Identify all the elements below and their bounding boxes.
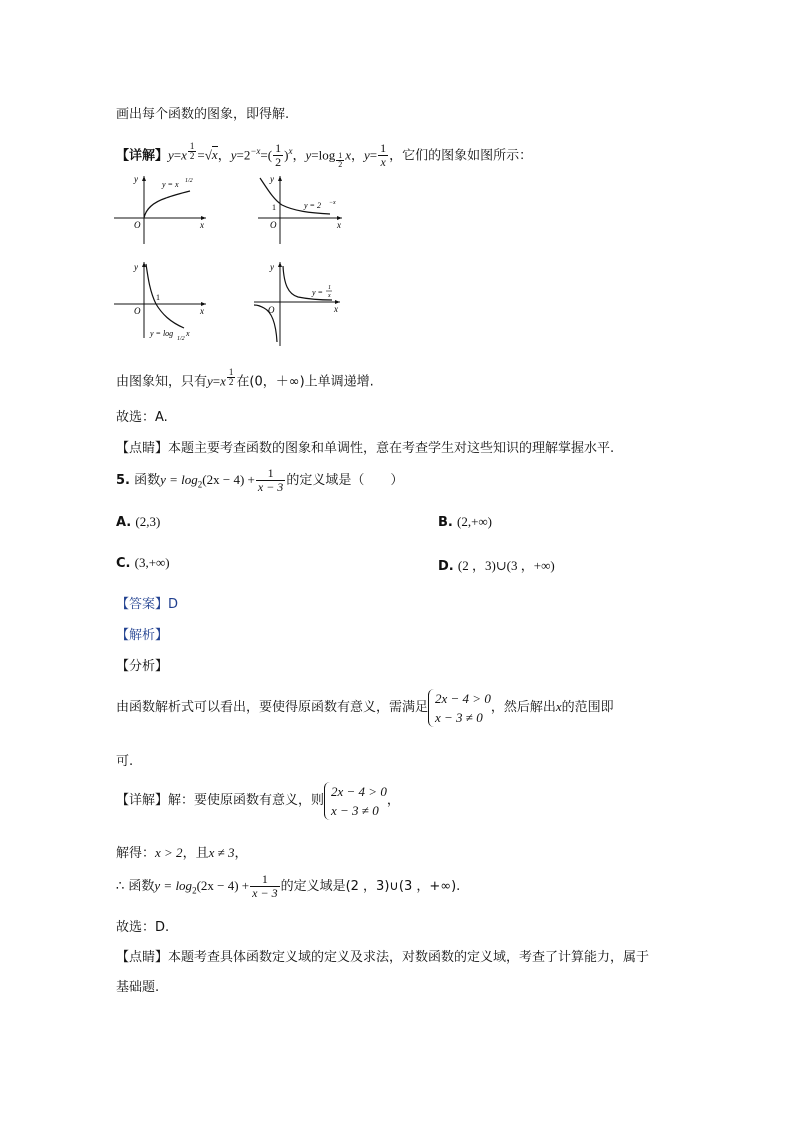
conclusion-line: 由图象知，只有y=x $^{\frac{1}{2}}$ 在(0，＋∞)上单调递增. bbox=[116, 367, 374, 390]
option-c[interactable]: C. (3,+∞) bbox=[116, 555, 170, 571]
detail-tag: 【详解】 bbox=[116, 148, 169, 164]
graph-reciprocal bbox=[250, 258, 346, 350]
graph-log-label: y = log bbox=[150, 329, 174, 338]
option-b[interactable]: B. (2,+∞) bbox=[438, 514, 493, 530]
answer-label: 【答案】D bbox=[116, 597, 179, 612]
intro-text: 画出每个函数的图象，即得解. bbox=[116, 107, 290, 122]
solve-line: 解得：x > 2，且x ≠ 3， bbox=[116, 845, 248, 861]
svg-text:1/2: 1/2 bbox=[177, 336, 185, 342]
tick-one-label: 1 bbox=[272, 203, 276, 212]
graph-sqrt-label: y = x bbox=[162, 180, 179, 189]
answer-d: 故选：D. bbox=[116, 920, 170, 935]
origin-label: O bbox=[134, 220, 141, 230]
svg-text:−x: −x bbox=[329, 200, 336, 206]
svg-text:1: 1 bbox=[156, 293, 160, 302]
svg-text:y: y bbox=[134, 262, 138, 272]
svg-text:O: O bbox=[268, 305, 275, 315]
option-a[interactable]: A. (2,3) bbox=[116, 514, 161, 530]
inequality-system: 2x − 4 > 0 x − 3 ≠ 0 bbox=[428, 689, 491, 727]
detail-line-1: 【详解】y=x $^{\frac{1}{2}}$ =√x，$y=2^{-x}=$( $\frac{1}{2}$ )$^x$，y=log $_{\frac{1}{2}}$ x，y= $\frac{1}{x}$ ，它们的图象如图所示： bbox=[116, 141, 533, 170]
graph-sqrt bbox=[110, 172, 210, 248]
inequality-system: 2x − 4 > 0 x − 3 ≠ 0 bbox=[324, 782, 387, 820]
svg-text:x: x bbox=[337, 220, 341, 230]
axis-x-label: x bbox=[200, 220, 204, 230]
detail-line-2: 【详解】解：要使原函数有意义，则 2x − 4 > 0 x − 3 ≠ 0 ， bbox=[116, 783, 400, 818]
svg-text:O: O bbox=[270, 220, 277, 230]
answer-a: 故选：A. bbox=[116, 410, 168, 425]
svg-text:1/2: 1/2 bbox=[185, 178, 193, 184]
svg-text:x: x bbox=[200, 306, 204, 316]
svg-text:y: y bbox=[270, 262, 274, 272]
svg-text:x: x bbox=[328, 293, 331, 299]
graph-reciprocal-label: y = bbox=[312, 288, 323, 297]
fenxi-wrap: 可. bbox=[116, 754, 134, 769]
svg-text:x: x bbox=[334, 304, 338, 314]
svg-text:O: O bbox=[134, 306, 141, 316]
therefore-line: ∴ 函数$y = \log_2(2x - 4)$ + $\frac{1}{x - 3}$ 的定义域是(2 ，3)∪(3 ，+∞). bbox=[116, 872, 461, 900]
comment-2-line-2: 基础题. bbox=[116, 980, 160, 995]
option-d[interactable]: D. (2 ，3)∪(3 ，+∞) bbox=[438, 558, 555, 574]
comment-2-line-1: 【点睛】本题考查具体函数定义域的定义及求法，对数函数的定义域，考查了计算能力，属于 bbox=[116, 950, 650, 965]
graph-log bbox=[110, 258, 210, 344]
analysis-label: 【解析】 bbox=[116, 628, 169, 643]
graph-exp-label: y = 2 bbox=[304, 201, 321, 210]
question-5: 5. 函数$y = \log_2(2x - 4)$ + $\frac{1}{x - 3}$ 的定义域是（ ） bbox=[116, 466, 404, 494]
svg-text:x: x bbox=[186, 329, 190, 338]
fenxi-label: 【分析】 bbox=[116, 659, 169, 674]
graph-exp bbox=[254, 172, 348, 248]
question-number: 5. bbox=[116, 473, 130, 488]
svg-text:y: y bbox=[270, 174, 274, 184]
svg-text:1: 1 bbox=[328, 285, 331, 291]
axis-y-label: y bbox=[134, 174, 138, 184]
comment-1: 【点睛】本题主要考查函数的图象和单调性，意在考查学生对这些知识的理解掌握水平. bbox=[116, 441, 615, 456]
fenxi-line: 由函数解析式可以看出，要使得原函数有意义，需满足 2x − 4 > 0 x − 3 ≠ 0 ，然后解出x的范围即 bbox=[116, 690, 614, 725]
